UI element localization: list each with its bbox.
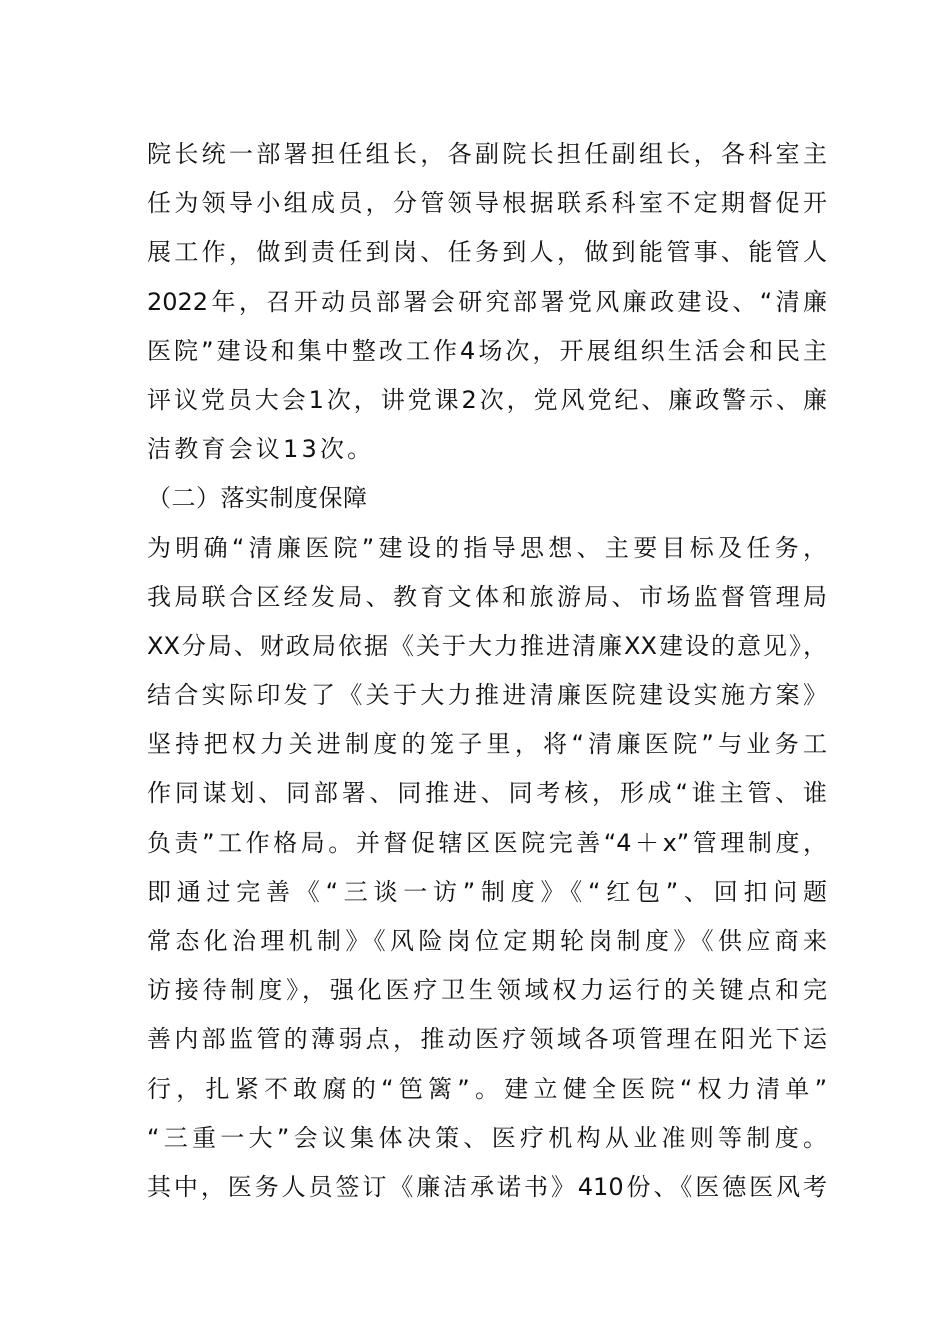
paragraph-line: 负责”工作格局。并督促辖区医院完善“4＋x”管理制度， (147, 828, 827, 857)
paragraph-line: 展工作，做到责任到岗、任务到人，做到能管事、能管人 (147, 238, 827, 267)
paragraph-line: 任为领导小组成员，分管领导根据联系科室不定期督促开 (147, 189, 827, 218)
paragraph-line: 医院”建设和集中整改工作4场次，开展组织生活会和民主 (147, 336, 827, 365)
paragraph-line: 院长统一部署担任组长，各副院长担任副组长，各科室主 (147, 140, 827, 168)
paragraph-line: XX分局、财政局依据《关于大力推进清廉XX建设的意见》， (147, 631, 827, 660)
paragraph-line: 洁教育会议13次。 (147, 435, 375, 464)
document-body (147, 130, 827, 1212)
paragraph-line: 常态化治理机制》《风险岗位定期轮岗制度》《供应商来 (147, 927, 827, 955)
paragraph-line: 即通过完善《“三谈一访”制度》《“红包”、回扣问题 (147, 877, 827, 906)
paragraph-line: 我局联合区经发局、教育文体和旅游局、市场监督管理局 (147, 582, 827, 611)
section-heading: （二）落实制度保障 (147, 484, 368, 513)
paragraph-line: 其中，医务人员签订《廉洁承诺书》410份、《医德医风考 (147, 1172, 827, 1201)
paragraph-line: 结合实际印发了《关于大力推进清廉医院建设实施方案》 (147, 681, 827, 710)
paragraph-line: 为明确“清廉医院”建设的指导思想、主要目标及任务， (147, 533, 827, 562)
paragraph-line: 坚持把权力关进制度的笼子里，将“清廉医院”与业务工 (147, 730, 827, 759)
paragraph-line: 评议党员大会1次，讲党课2次，党风党纪、廉政警示、廉 (147, 385, 827, 414)
paragraph-line: 作同谋划、同部署、同推进、同考核，形成“谁主管、谁 (147, 779, 827, 808)
paragraph-line: 2022年，召开动员部署会研究部署党风廉政建设、“清廉 (147, 287, 827, 316)
paragraph-line: 访接待制度》，强化医疗卫生领域权力运行的关键点和完 (147, 976, 827, 1005)
paragraph-line: 行，扎紧不敢腐的“笆篱”。建立健全医院“权力清单” (147, 1074, 827, 1103)
paragraph-line: 善内部监管的薄弱点，推动医疗领域各项管理在阳光下运 (147, 1025, 827, 1054)
paragraph-line: “三重一大”会议集体决策、医疗机构从业准则等制度。 (147, 1123, 827, 1152)
